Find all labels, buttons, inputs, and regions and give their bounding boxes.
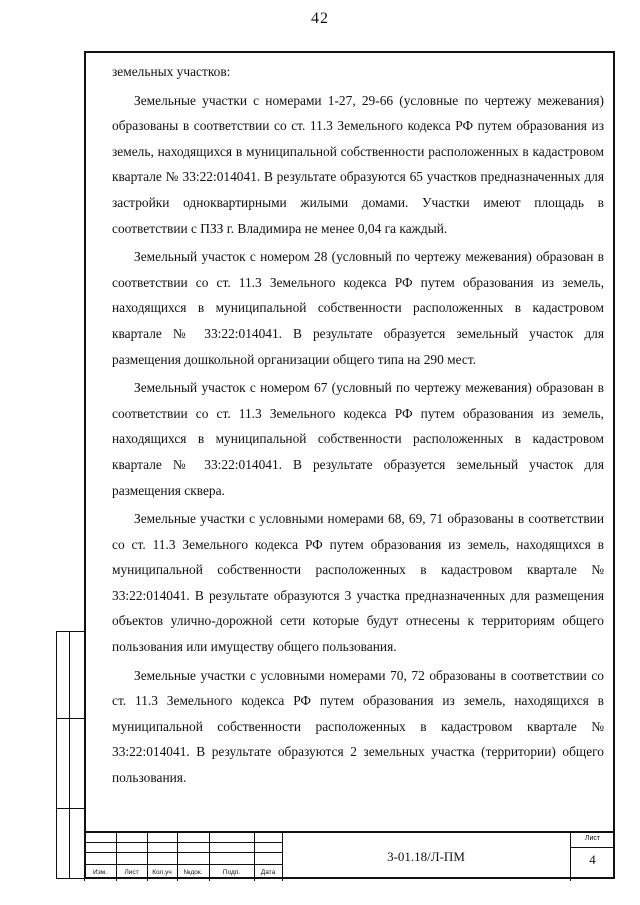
title-block-row-line [84, 842, 282, 843]
title-block [84, 831, 615, 879]
side-stamp-strip [56, 631, 84, 879]
paragraph-continuation: земельных участков: [112, 64, 231, 79]
sheet-divider [570, 847, 615, 848]
side-stamp-divider [69, 632, 70, 878]
sheet-box [570, 833, 615, 881]
stamp-label-kol-uch: Кол.уч [152, 869, 172, 876]
paragraph-plots-70-72: Земельные участки с условными номерами 70, 72 образованы в соответствии со ст. 11.3 Земельного кодекса РФ путем образования из земель, находящихся в муниципальной собственности расположенных в кадастровом квартале № 33:22:014041. В результате образуются 2 земельных участка (территории) общего пользования. [112, 667, 604, 786]
stamp-label-list: Лист [124, 869, 139, 876]
stamp-label-data: Дата [260, 869, 276, 876]
stamp-label-izm: Изм. [93, 869, 107, 876]
sheet-number: 4 [589, 852, 596, 867]
paragraph-plot-67: Земельный участок с номером 67 (условный по чертежу межевания) образован в соответствии со ст. 11.3 Земельного кодекса РФ путем образования из земель, находящихся в муниципальной собственности расположенных в кадастровом квартале № 33:22:014041. В результате образуется земельный участок для размещения сквера. [112, 380, 604, 498]
page-number: 42 [311, 10, 329, 27]
paragraph-plots-1-66: Земельные участки с номерами 1-27, 29-66 (условные по чертежу межевания) образованы в соответствии со ст. 11.3 Земельного кодекса РФ путем образования из земель, находящихся в муниципальной собственности расположенных в кадастровом квартале № 33:22:014041. В результате образуются 65 участков предназначенных для застройки одноквартирными жилыми домами. Участки имеют площадь в соответствии с ПЗЗ г. Владимира не менее 0,04 га каждый. [112, 92, 604, 236]
stamp-label-podp: Подп. [222, 869, 241, 876]
document-code: 3-01.18/Л-ПМ [387, 849, 465, 864]
side-stamp-row-line [57, 718, 84, 719]
side-stamp-row-line [57, 808, 84, 809]
stamp-label-ndok: №док. [183, 869, 203, 876]
sheet-label: Лист [584, 835, 601, 842]
paragraph-plots-68-69-71: Земельные участки с условными номерами 68, 69, 71 образованы в соответствии со ст. 11.3 Земельного кодекса РФ путем образования из земель, находящихся в муниципальной собственности расположенных в кадастровом квартале № 33:22:014041. В результате образуются 3 участка предназначенных для размещения объектов улично-дорожной сети которые будут отнесены к территориям общего пользования или имуществу общего пользования. [112, 511, 604, 655]
title-block-row-line [84, 864, 282, 865]
document-body [112, 59, 604, 794]
paragraph-plot-28: Земельный участок с номером 28 (условный по чертежу межевания) образован в соответствии со ст. 11.3 Земельного кодекса РФ путем образования из земель, находящихся в муниципальной собственности расположенных в кадастровом квартале № 33:22:014041. В результате образуется земельный участок для размещения дошкольной организации общего типа на 290 мест. [112, 249, 604, 367]
title-block-row-line [84, 852, 282, 853]
